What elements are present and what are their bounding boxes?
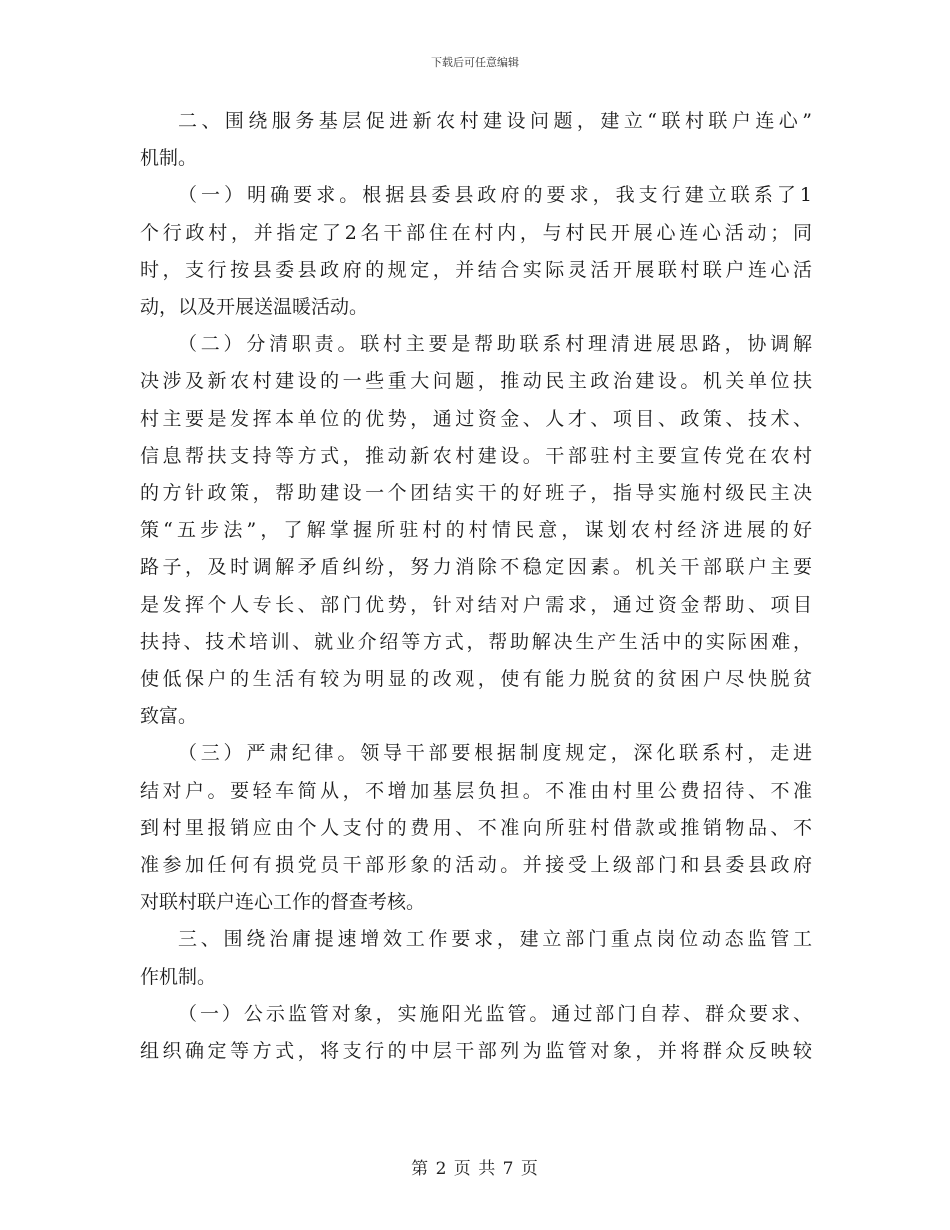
text-line: 作机制。 bbox=[140, 965, 217, 988]
text-line: 村主要是发挥本单位的优势，通过资金、人才、项目、政策、技术、 bbox=[140, 407, 812, 430]
text-line: 决涉及新农村建设的一些重大问题，推动民主政治建设。机关单位扶 bbox=[140, 370, 812, 393]
text-line: （一）公示监管对象，实施阳光监管。通过部门自荐、群众要求、 bbox=[178, 1002, 812, 1025]
text-line: （三）严肃纪律。领导干部要根据制度规定，深化联系村，走进 bbox=[178, 742, 812, 765]
text-line: 结对户。要轻车简从，不增加基层负担。不准由村里公费招待、不准 bbox=[140, 779, 812, 802]
text-line: 对联村联户连心工作的督查考核。 bbox=[140, 891, 426, 914]
text-line: 使低保户的生活有较为明显的改观，使有能力脱贫的贫困户尽快脱贫 bbox=[140, 668, 812, 691]
text-line: 准参加任何有损党员干部形象的活动。并接受上级部门和县委县政府 bbox=[140, 854, 812, 877]
text-line: 时，支行按县委县政府的规定，并结合实际灵活开展联村联户连心活 bbox=[140, 258, 812, 281]
page-header: 下载后可任意编辑 bbox=[431, 56, 519, 69]
text-line: 动，以及开展送温暖活动。 bbox=[140, 296, 369, 319]
page-number: 第 2 页 共 7 页 bbox=[411, 1159, 539, 1179]
text-line: （一）明确要求。根据县委县政府的要求，我支行建立联系了1 bbox=[178, 184, 812, 207]
text-line: （二）分清职责。联村主要是帮助联系村理清进展思路，协调解 bbox=[178, 333, 812, 356]
text-line: 二、围绕服务基层促进新农村建设问题，建立“联村联户连心” bbox=[178, 110, 812, 132]
text-line: 是发挥个人专长、部门优势，针对结对户需求，通过资金帮助、项目 bbox=[140, 593, 812, 616]
text-line: 机制。 bbox=[140, 147, 198, 170]
text-line: 个行政村，并指定了2名干部住在村内，与村民开展心连心活动；同 bbox=[140, 221, 812, 244]
text-line: 到村里报销应由个人支付的费用、不准向所驻村借款或推销物品、不 bbox=[140, 816, 812, 839]
text-line: 扶持、技术培训、就业介绍等方式，帮助解决生产生活中的实际困难， bbox=[140, 630, 812, 653]
document-body bbox=[140, 103, 812, 1070]
text-line: 三、围绕治庸提速增效工作要求，建立部门重点岗位动态监管工 bbox=[178, 928, 812, 951]
text-line: 致富。 bbox=[140, 705, 198, 728]
text-line: 策“五步法”，了解掌握所驻村的村情民意，谋划农村经济进展的好 bbox=[140, 519, 812, 542]
text-line: 的方针政策，帮助建设一个团结实干的好班子，指导实施村级民主决 bbox=[140, 482, 812, 505]
text-line: 路子，及时调解矛盾纠纷，努力消除不稳定因素。机关干部联户主要 bbox=[140, 556, 812, 579]
text-line: 组织确定等方式，将支行的中层干部列为监管对象，并将群众反映较 bbox=[140, 1040, 812, 1063]
text-line: 信息帮扶支持等方式，推动新农村建设。干部驻村主要宣传党在农村 bbox=[140, 444, 812, 467]
